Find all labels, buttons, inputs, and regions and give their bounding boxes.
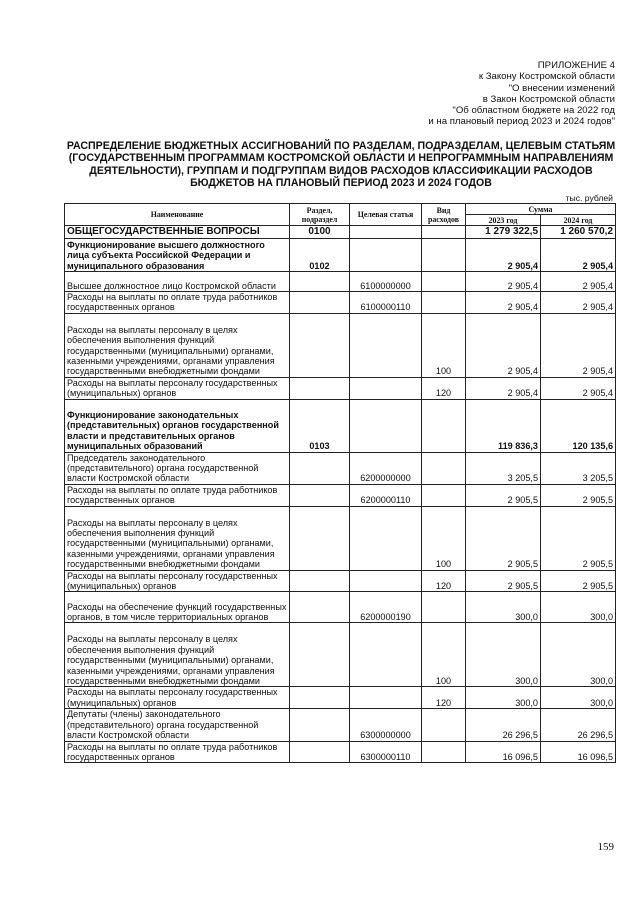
row-target: 6200000000 [350, 452, 422, 484]
row-amount-2023: 2 905,4 [466, 313, 541, 377]
table-row [65, 377, 616, 399]
header-target: Целевая статья [350, 204, 422, 226]
header-name: Наименование [65, 204, 290, 226]
row-target: 6100000000 [350, 272, 422, 292]
row-name: Расходы на выплаты персоналу государственных (муниципальных) органов [65, 570, 290, 592]
row-amount-2023: 2 905,4 [466, 272, 541, 292]
row-expense-type [422, 452, 466, 484]
row-section [290, 272, 350, 292]
row-amount-2024: 2 905,4 [541, 313, 616, 377]
table-row [65, 570, 616, 592]
table-row [65, 226, 616, 239]
row-amount-2023: 2 905,4 [466, 239, 541, 272]
row-section [290, 452, 350, 484]
document-title: РАСПРЕДЕЛЕНИЕ БЮДЖЕТНЫХ АССИГНОВАНИЙ ПО РАЗДЕЛАМ, ПОДРАЗДЕЛАМ, ЦЕЛЕВЫМ СТАТЬЯМ (ГОСУДАРСТВЕННЫМ ПРОГРАММАМ КОСТРОМСКОЙ ОБЛАСТИ И НЕПРОГРАММНЫМ НАПРАВЛЕНИЯМ ДЕЯТЕЛЬНОСТИ), ГРУППАМ И ПОДГРУППАМ ВИДОВ РАСХОДОВ КЛАССИФИКАЦИИ РАСХОДОВ БЮДЖЕТОВ НА ПЛАНОВЫЙ ПЕРИОД 2023 И 2024 ГОДОВ [66, 140, 616, 190]
row-target: 6300000000 [350, 709, 422, 741]
row-target [350, 570, 422, 592]
header-sum: Сумма [466, 204, 616, 215]
row-amount-2024: 1 260 570,2 [541, 226, 616, 239]
row-expense-type [422, 709, 466, 741]
table-row [65, 592, 616, 623]
row-target: 6100000110 [350, 292, 422, 314]
header-year-2023: 2023 год [466, 215, 541, 226]
units-label: тыс. рублей [565, 193, 613, 203]
row-amount-2023: 119 836,3 [466, 399, 541, 452]
row-section: 0103 [290, 399, 350, 452]
row-expense-type: 100 [422, 623, 466, 687]
row-section [290, 592, 350, 623]
row-amount-2023: 2 905,4 [466, 292, 541, 314]
row-amount-2024: 2 905,4 [541, 272, 616, 292]
row-amount-2024: 300,0 [541, 623, 616, 687]
row-amount-2023: 1 279 322,5 [466, 226, 541, 239]
table-row [65, 239, 616, 272]
row-name: Председатель законодательного (представительного) органа государственной власти Костромской области [65, 452, 290, 484]
row-name: Расходы на выплаты по оплате труда работников государственных органов [65, 484, 290, 506]
appendix-line: к Закону Костромской области [478, 71, 615, 83]
row-section [290, 741, 350, 763]
row-section: 0100 [290, 226, 350, 239]
row-name: Функционирование законодательных (представительных) органов государственной власти и представительных органов муниципальных образований [65, 399, 290, 452]
row-target [350, 226, 422, 239]
row-target [350, 239, 422, 272]
row-expense-type: 100 [422, 313, 466, 377]
table-row [65, 687, 616, 709]
row-amount-2024: 2 905,4 [541, 377, 616, 399]
row-name: ОБЩЕГОСУДАРСТВЕННЫЕ ВОПРОСЫ [65, 226, 290, 239]
table-row [65, 292, 616, 314]
row-amount-2024: 2 905,5 [541, 484, 616, 506]
row-amount-2024: 300,0 [541, 592, 616, 623]
row-amount-2023: 16 096,5 [466, 741, 541, 763]
row-amount-2024: 300,0 [541, 687, 616, 709]
row-section [290, 377, 350, 399]
row-name: Депутаты (члены) законодательного (представительного) органа государственной власти Костромской области [65, 709, 290, 741]
row-expense-type [422, 292, 466, 314]
row-target [350, 399, 422, 452]
row-target: 6300000110 [350, 741, 422, 763]
row-section [290, 570, 350, 592]
row-name: Высшее должностное лицо Костромской области [65, 272, 290, 292]
appendix-line: "О внесении изменений [508, 82, 615, 94]
header-expense-type: Вид расходов [422, 204, 466, 226]
row-amount-2023: 26 296,5 [466, 709, 541, 741]
row-amount-2023: 300,0 [466, 623, 541, 687]
row-expense-type: 120 [422, 570, 466, 592]
table-row [65, 506, 616, 570]
budget-table [64, 203, 616, 763]
row-target [350, 313, 422, 377]
row-expense-type [422, 484, 466, 506]
row-name: Расходы на выплаты персоналу в целях обеспечения выполнения функций государственными (муниципальными) органами, казенными учреждениями, органами управления государственными внебюджетными фондами [65, 623, 290, 687]
row-section: 0102 [290, 239, 350, 272]
header-year-2024: 2024 год [541, 215, 616, 226]
row-amount-2024: 2 905,4 [541, 292, 616, 314]
row-amount-2024: 2 905,5 [541, 506, 616, 570]
row-expense-type [422, 592, 466, 623]
row-expense-type [422, 226, 466, 239]
row-target [350, 623, 422, 687]
table-row [65, 399, 616, 452]
row-section [290, 484, 350, 506]
row-name: Функционирование высшего должностного лица субъекта Российской Федерации и муниципального образования [65, 239, 290, 272]
row-expense-type: 100 [422, 506, 466, 570]
row-name: Расходы на выплаты по оплате труда работников государственных органов [65, 741, 290, 763]
table-row [65, 623, 616, 687]
row-amount-2023: 300,0 [466, 687, 541, 709]
row-amount-2024: 2 905,4 [541, 239, 616, 272]
row-expense-type: 120 [422, 377, 466, 399]
row-amount-2024: 16 096,5 [541, 741, 616, 763]
row-section [290, 623, 350, 687]
row-amount-2024: 26 296,5 [541, 709, 616, 741]
row-amount-2024: 120 135,6 [541, 399, 616, 452]
table-row [65, 484, 616, 506]
page-number: 159 [597, 841, 614, 853]
appendix-line: и на плановый период 2023 и 2024 годов" [428, 116, 615, 128]
appendix-line: "Об областном бюджете на 2022 год [452, 105, 615, 117]
table-row [65, 709, 616, 741]
table-row [65, 452, 616, 484]
row-amount-2023: 3 205,5 [466, 452, 541, 484]
row-amount-2023: 2 905,4 [466, 377, 541, 399]
row-target: 6200000110 [350, 484, 422, 506]
row-target [350, 377, 422, 399]
row-name: Расходы на выплаты персоналу в целях обеспечения выполнения функций государственными (муниципальными) органами, казенными учреждениями, органами управления государственными внебюджетными фондами [65, 506, 290, 570]
header-section: Раздел, подраздел [290, 204, 350, 226]
table-row [65, 272, 616, 292]
table-row [65, 741, 616, 763]
row-name: Расходы на выплаты персоналу в целях обеспечения выполнения функций государственными (муниципальными) органами, казенными учреждениями, органами управления государственными внебюджетными фондами [65, 313, 290, 377]
row-target: 6200000190 [350, 592, 422, 623]
row-expense-type [422, 399, 466, 452]
row-section [290, 687, 350, 709]
row-name: Расходы на выплаты персоналу государственных (муниципальных) органов [65, 377, 290, 399]
row-expense-type: 120 [422, 687, 466, 709]
appendix-line: в Закон Костромской области [482, 93, 615, 105]
row-expense-type [422, 272, 466, 292]
row-amount-2023: 2 905,5 [466, 506, 541, 570]
row-name: Расходы на выплаты персоналу государственных (муниципальных) органов [65, 687, 290, 709]
table-row [65, 313, 616, 377]
row-section [290, 709, 350, 741]
row-section [290, 313, 350, 377]
row-expense-type [422, 239, 466, 272]
row-section [290, 292, 350, 314]
row-amount-2023: 2 905,5 [466, 484, 541, 506]
row-amount-2023: 2 905,5 [466, 570, 541, 592]
row-target [350, 687, 422, 709]
row-section [290, 506, 350, 570]
appendix-reference [428, 60, 615, 128]
budget-table-body [65, 226, 616, 763]
row-target [350, 506, 422, 570]
row-name: Расходы на выплаты по оплате труда работников государственных органов [65, 292, 290, 314]
row-name: Расходы на обеспечение функций государственных органов, в том числе территориальных органов [65, 592, 290, 623]
row-amount-2024: 2 905,5 [541, 570, 616, 592]
row-amount-2023: 300,0 [466, 592, 541, 623]
row-expense-type [422, 741, 466, 763]
row-amount-2024: 3 205,5 [541, 452, 616, 484]
appendix-line: ПРИЛОЖЕНИЕ 4 [537, 60, 615, 71]
